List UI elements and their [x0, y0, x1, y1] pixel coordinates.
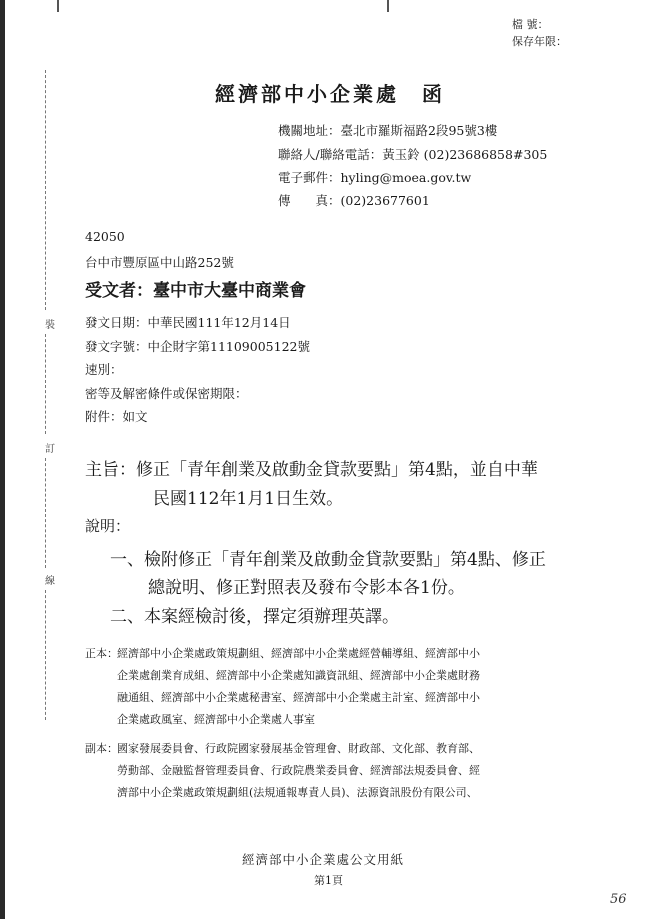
subject-line-2: 民國112年1月1日生效。 [153, 489, 344, 509]
copy-recipients-line: 國家發展委員會、行政院國家發展基金管理會、財政部、文化部、教育部、 [117, 742, 480, 755]
binding-mark-seal: 裝 [45, 320, 55, 331]
handwritten-note: 56 [610, 892, 627, 907]
explanation-item-1-line-1: 一、檢附修正「青年創業及啟動金貸款要點」第4點、修正 [110, 550, 546, 570]
copy-recipients-line: 勞動部、金融監督管理委員會、行政院農業委員會、經濟部法規委員會、經 [117, 764, 480, 777]
issue-date: 發文日期：中華民國111年12月14日 [85, 315, 291, 330]
original-recipients-line: 企業處政風室、經濟部中小企業處人事室 [117, 713, 315, 726]
binding-line-lower [45, 458, 46, 568]
recipient-postal-code: 42050 [85, 229, 125, 244]
secrecy-level: 密等及解密條件或保密期限： [85, 386, 248, 401]
binding-mark-line: 線 [45, 576, 55, 587]
subject-line-1: 主旨：修正「青年創業及啟動金貸款要點」第4點，並自中華 [85, 460, 538, 480]
copy-recipients-line: 濟部中小企業處政策規劃組(法規通報專責人員)、法源資訊股份有限公司、 [117, 786, 478, 799]
scan-tick-mark [57, 0, 59, 12]
delivery-speed: 速別： [85, 362, 123, 377]
binding-line-top [45, 70, 46, 310]
original-recipients-line: 融通組、經濟部中小企業處秘書室、經濟部中小企業處主計室、經濟部中小 [117, 691, 480, 704]
original-recipients-label: 正本： [85, 647, 118, 660]
binding-line-middle [45, 334, 46, 434]
explanation-item-1-line-2: 總說明、修正對照表及發布令影本各1份。 [148, 578, 465, 598]
original-recipients-line: 企業處創業育成組、經濟部中小企業處知識資訊組、經濟部中小企業處財務 [117, 669, 480, 682]
recipient: 受文者：臺中市大臺中商業會 [85, 281, 306, 301]
copy-recipients-label: 副本： [85, 742, 118, 755]
sender-email: 電子郵件：hyling@moea.gov.tw [278, 170, 472, 185]
sender-fax: 傳 真：(02)23677601 [278, 193, 430, 208]
scan-edge [0, 0, 5, 919]
retention-label: 保存年限： [512, 35, 567, 48]
scan-tick-mark [387, 0, 389, 12]
explanation-item-2: 二、本案經檢討後，擇定須辦理英譯。 [110, 607, 399, 627]
sender-contact: 聯絡人/聯絡電話：黃玉鈴 (02)23686858#305 [278, 147, 548, 162]
file-number-label: 檔 號： [512, 18, 549, 31]
paper-name: 經濟部中小企業處公文用紙 [242, 852, 405, 867]
recipient-address: 台中市豐原區中山路252號 [85, 255, 234, 270]
sender-address: 機關地址：臺北市羅斯福路2段95號3樓 [278, 123, 498, 138]
document-title: 經濟部中小企業處 函 [215, 82, 445, 106]
explanation-label: 說明： [85, 517, 131, 535]
attachment: 附件：如文 [85, 409, 148, 424]
binding-mark-bind: 訂 [45, 444, 55, 455]
binding-line-bottom [45, 590, 46, 720]
original-recipients-line: 經濟部中小企業處政策規劃組、經濟部中小企業處經營輔導組、經濟部中小 [117, 647, 480, 660]
document-number: 發文字號：中企財字第11109005122號 [85, 339, 310, 354]
page-number: 第1頁 [314, 874, 343, 887]
